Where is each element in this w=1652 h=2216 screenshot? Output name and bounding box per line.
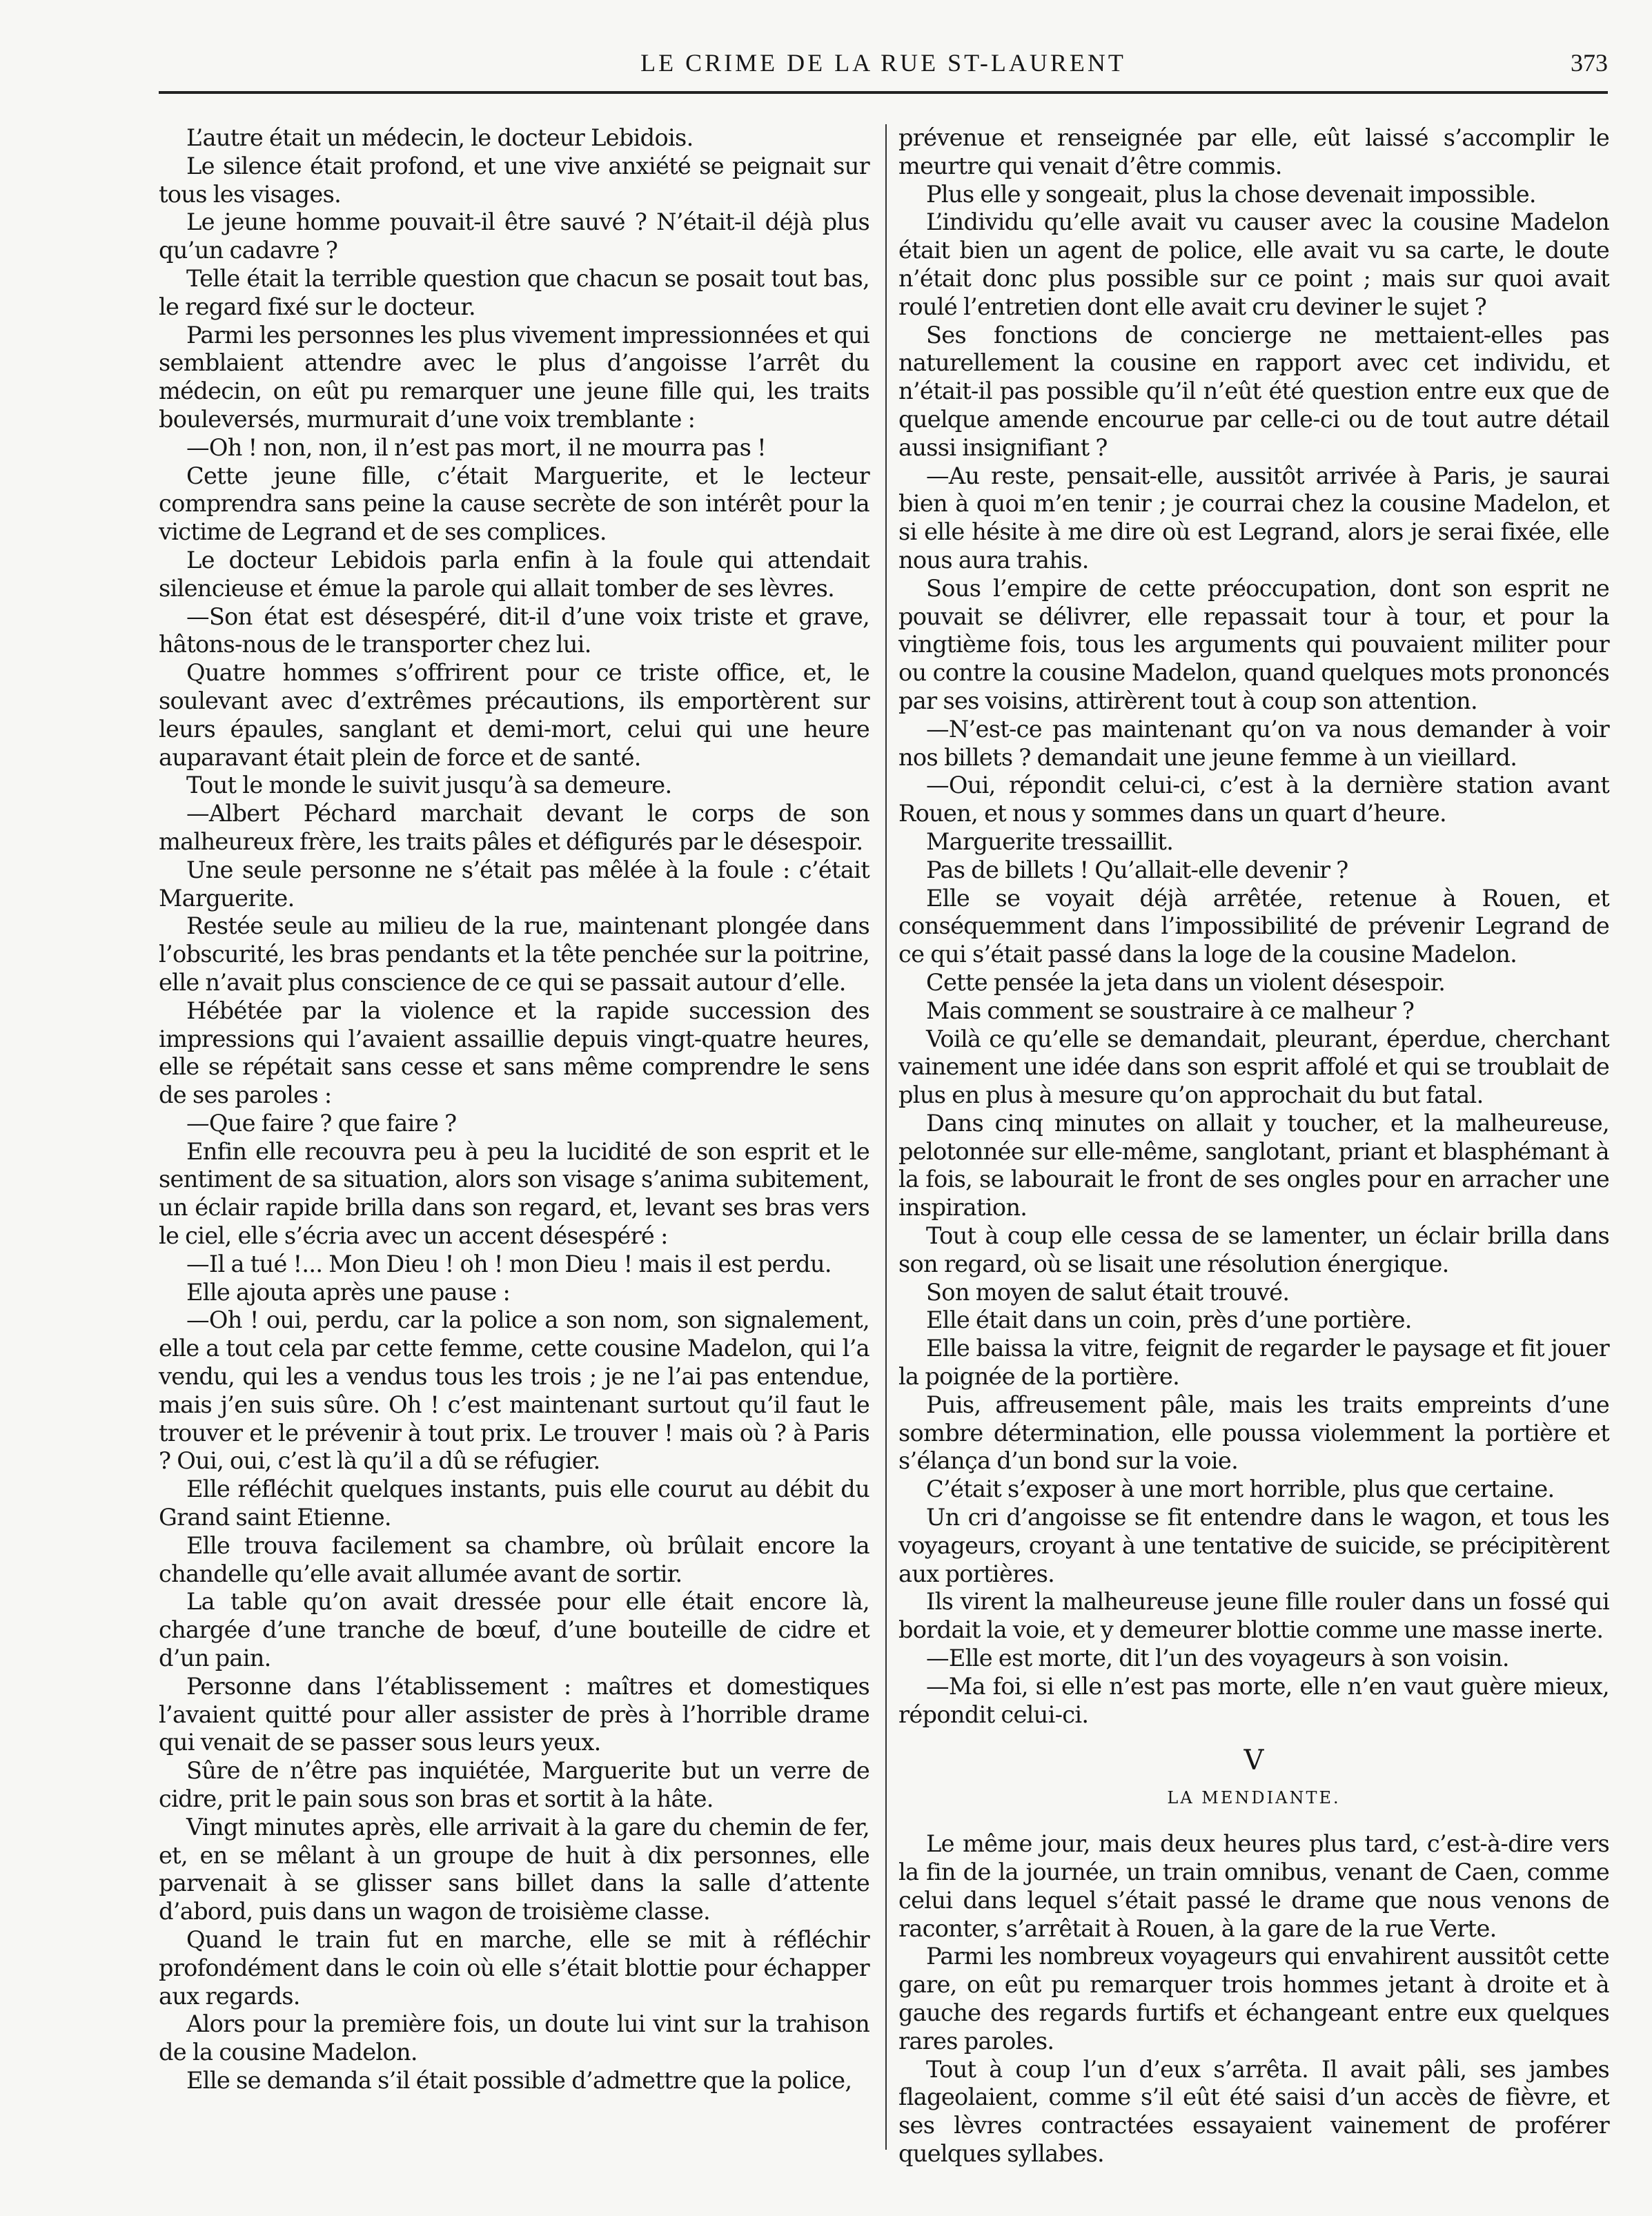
paragraph: Elle se demanda s’il était possible d’admettre que la police, bbox=[186, 2066, 852, 2094]
paragraph: —Oh ! oui, perdu, car la police a son nom, son signalement, elle a tout cela par cette femme, cette cousine Madelon, qui l’a vendu, qui les a vendus tous les trois ; je ne l’ai pas entendue, mais j’en suis sûre. Oh ! c’est maintenant surtout qu’il faut le trouver et le prévenir à tout prix. Le trouver ! mais où ? à Paris ? Oui, oui, c’est là qu’il a dû se réfugier. bbox=[159, 1306, 869, 1475]
paragraph: Quatre hommes s’offrirent pour ce triste office, et, le soulevant avec d’extrêmes précautions, ils emportèrent sur leurs épaules, sanglant et demi-mort, celui qui une heure auparavant était plein de force et de santé. bbox=[159, 659, 869, 771]
paragraph: Mais comment se soustraire à ce malheur ? bbox=[926, 997, 1415, 1024]
paragraph: Cette jeune fille, c’était Marguerite, et le lecteur comprendra sans peine la cause secrète de son intérêt pour la victime de Legrand et de ses complices. bbox=[159, 462, 869, 546]
paragraph: Le silence était profond, et une vive anxiété se peignait sur tous les visages. bbox=[159, 152, 869, 208]
paragraph: Elle était dans un coin, près d’une portière. bbox=[926, 1306, 1412, 1334]
paragraph: Un cri d’angoisse se fit entendre dans le wagon, et tous les voyageurs, croyant à une tentative de suicide, se précipitèrent aux portières. bbox=[898, 1504, 1609, 1587]
paragraph: Alors pour la première fois, un doute lui vint sur la trahison de la cousine Madelon. bbox=[159, 2010, 869, 2066]
paragraph: C’était s’exposer à une mort horrible, plus que certaine. bbox=[926, 1475, 1555, 1503]
paragraph: Hébétée par la violence et la rapide succession des impressions qui l’avaient assaillie depuis vingt-quatre heures, elle se répétait sans cesse et sans même comprendre le sens de ses paroles : bbox=[159, 997, 869, 1109]
paragraph: —Elle est morte, dit l’un des voyageurs à son voisin. bbox=[926, 1645, 1509, 1672]
chapter-number: V bbox=[1243, 1745, 1264, 1777]
paragraph: Tout à coup elle cessa de se lamenter, un éclair brilla dans son regard, où se lisait une résolution énergique. bbox=[898, 1222, 1609, 1277]
paragraph: Parmi les nombreux voyageurs qui envahirent aussitôt cette gare, on eût pu remarquer trois hommes jetant à droite et à gauche des regards furtifs et échangeant entre eux quelques rares paroles. bbox=[898, 1943, 1609, 2055]
paragraph: L’autre était un médecin, le docteur Lebidois. bbox=[186, 124, 694, 151]
paragraph: —Au reste, pensait-elle, aussitôt arrivée à Paris, je saurai bien à quoi m’en tenir ; je courrai chez la cousine Madelon, et si elle hésite à me dire où est Legrand, alors je serai fixée, elle nous aura trahis. bbox=[898, 462, 1609, 573]
paragraph: prévenue et renseignée par elle, eût laissé s’accomplir le meurtre qui venait d’être commis. bbox=[898, 124, 1609, 179]
right-column-text-before bbox=[898, 124, 1609, 1729]
paragraph: Tout à coup l’un d’eux s’arrêta. Il avait pâli, ses jambes flageolaient, comme s’il eût été saisi d’un accès de fièvre, et ses lèvres contractées essayaient vainement de proférer quelques syllabes. bbox=[898, 2055, 1609, 2167]
paragraph: Dans cinq minutes on allait y toucher, et la malheureuse, pelotonnée sur elle-même, sanglotant, priant et blasphémant à la fois, se labourait le front de ses ongles pour en arracher une inspiration. bbox=[898, 1109, 1609, 1222]
paragraph: Telle était la terrible question que chacun se posait tout bas, le regard fixé sur le docteur. bbox=[159, 264, 869, 320]
paragraph: Le docteur Lebidois parla enfin à la foule qui attendait silencieuse et émue la parole qui allait tomber de ses lèvres. bbox=[159, 546, 869, 602]
paragraph: Ses fonctions de concierge ne mettaient-elles pas naturellement la cousine en rapport avec cet individu, et n’était-il pas possible qu’il n’eût été question entre eux que de quelque amende encourue par celle-ci ou de tout autre détail aussi insignifiant ? bbox=[898, 321, 1609, 461]
paragraph: Elle réfléchit quelques instants, puis elle courut au débit du Grand saint Etienne. bbox=[159, 1475, 869, 1531]
right-column-text-after bbox=[898, 1830, 1609, 2168]
paragraph: Elle se voyait déjà arrêtée, retenue à Rouen, et conséquemment dans l’impossibilité de prévenir Legrand de ce qui s’était passé dans la loge de la cousine Madelon. bbox=[898, 884, 1609, 968]
column-divider bbox=[885, 124, 887, 2150]
paragraph: —Oh ! non, non, il n’est pas mort, il ne mourra pas ! bbox=[186, 433, 766, 461]
paragraph: Cette pensée la jeta dans un violent désespoir. bbox=[926, 968, 1446, 996]
chapter-title: LA MENDIANTE. bbox=[1167, 1788, 1341, 1808]
paragraph: Plus elle y songeait, plus la chose devenait impossible. bbox=[926, 180, 1536, 208]
running-title: LE CRIME DE LA RUE ST-LAURENT bbox=[640, 49, 1126, 77]
page-number: 373 bbox=[1571, 49, 1608, 77]
paragraph: Parmi les personnes les plus vivement impressionnées et qui semblaient attendre avec le plus d’angoisse l’arrêt du médecin, on eût pu remarquer une jeune fille qui, les traits bouleversés, murmurait d’une voix tremblante : bbox=[159, 321, 869, 433]
paragraph: Une seule personne ne s’était pas mêlée à la foule : c’était Marguerite. bbox=[159, 856, 869, 912]
paragraph: Sous l’empire de cette préoccupation, dont son esprit ne pouvait se délivrer, elle repassait tour à tour, et pour la vingtième fois, tous les arguments qui pouvaient militer pour ou contre la cousine Madelon, quand quelques mots prononcés par ses voisins, attirèrent tout à coup son attention. bbox=[898, 574, 1609, 714]
paragraph: Personne dans l’établissement : maîtres et domestiques l’avaient quitté pour aller assister de près à l’horrible drame qui venait de se passer sous leurs yeux. bbox=[159, 1672, 869, 1756]
paragraph: —N’est-ce pas maintenant qu’on va nous demander à voir nos billets ? demandait une jeune femme à un vieillard. bbox=[898, 715, 1609, 771]
paragraph: La table qu’on avait dressée pour elle était encore là, chargée d’une tranche de bœuf, d’une bouteille de cidre et d’un pain. bbox=[159, 1588, 869, 1672]
paragraph: —Oui, répondit celui-ci, c’est à la dernière station avant Rouen, et nous y sommes dans un quart d’heure. bbox=[898, 772, 1609, 827]
paragraph: Puis, affreusement pâle, mais les traits empreints d’une sombre détermination, elle poussa violemment la portière et s’élança d’un bond sur la voie. bbox=[898, 1391, 1609, 1475]
paragraph: Vingt minutes après, elle arrivait à la gare du chemin de fer, et, en se mêlant à un groupe de huit à dix personnes, elle parvenait à se glisser sans billet dans la salle d’attente d’abord, puis dans un wagon de troisième classe. bbox=[159, 1813, 869, 1925]
paragraph: Elle trouva facilement sa chambre, où brûlait encore la chandelle qu’elle avait allumée avant de sortir. bbox=[159, 1531, 869, 1587]
paragraph: Marguerite tressaillit. bbox=[926, 827, 1174, 855]
paragraph: Elle baissa la vitre, feignit de regarder le paysage et fit jouer la poignée de la portière. bbox=[898, 1335, 1609, 1391]
paragraph: Voilà ce qu’elle se demandait, pleurant, éperdue, cherchant vainement une idée dans son esprit affolé et qui se troublait de plus en plus à mesure qu’on approchait du but fatal. bbox=[898, 1025, 1609, 1109]
paragraph: Sûre de n’être pas inquiétée, Marguerite but un verre de cidre, prit le pain sous son bras et sortit à la hâte. bbox=[159, 1757, 869, 1813]
paragraph: Le même jour, mais deux heures plus tard, c’est-à-dire vers la fin de la journée, un train omnibus, venant de Caen, comme celui dans lequel s’était passé le drame que nous venons de raconter, s’arrêtait à Rouen, à la gare de la rue Verte. bbox=[898, 1830, 1609, 1942]
paragraph: —Albert Péchard marchait devant le corps de son malheureux frère, les traits pâles et défigurés par le désespoir. bbox=[159, 800, 869, 855]
paragraph: Ils virent la malheureuse jeune fille rouler dans un fossé qui bordait la voie, et y demeurer blottie comme une masse inerte. bbox=[898, 1588, 1609, 1644]
paragraph: Quand le train fut en marche, elle se mit à réfléchir profondément dans le coin où elle s’était blottie pour échapper aux regards. bbox=[159, 1926, 869, 2010]
paragraph: Pas de billets ! Qu’allait-elle devenir ? bbox=[926, 856, 1348, 883]
paragraph: Son moyen de salut était trouvé. bbox=[926, 1278, 1290, 1306]
paragraph: Le jeune homme pouvait-il être sauvé ? N’était-il déjà plus qu’un cadavre ? bbox=[159, 208, 869, 264]
right-column bbox=[898, 124, 1609, 2167]
paragraph: —Son état est désespéré, dit-il d’une voix triste et grave, hâtons-nous de le transporter chez lui. bbox=[159, 602, 869, 658]
paragraph: Elle ajouta après une pause : bbox=[186, 1278, 511, 1306]
paragraph: —Il a tué !... Mon Dieu ! oh ! mon Dieu ! mais il est perdu. bbox=[186, 1250, 832, 1277]
paragraph: Tout le monde le suivit jusqu’à sa demeure. bbox=[186, 772, 672, 799]
header-rule bbox=[159, 91, 1608, 94]
left-column bbox=[159, 124, 869, 2153]
paragraph: —Ma foi, si elle n’est pas morte, elle n’en vaut guère mieux, répondit celui-ci. bbox=[898, 1672, 1609, 1728]
paragraph: —Que faire ? que faire ? bbox=[186, 1109, 457, 1137]
paragraph: Enfin elle recouvra peu à peu la lucidité de son esprit et le sentiment de sa situation, alors son visage s’anima subitement, un éclair rapide brilla dans son regard, et, levant ses bras vers le ciel, elle s’écria avec un accent désespéré : bbox=[159, 1137, 869, 1250]
page-header bbox=[159, 43, 1608, 91]
paragraph: Restée seule au milieu de la rue, maintenant plongée dans l’obscurité, les bras pendants et la tête penchée sur la poitrine, elle n’avait plus conscience de ce qui se passait autour d’elle. bbox=[159, 912, 869, 996]
paragraph: L’individu qu’elle avait vu causer avec la cousine Madelon était bien un agent de police, elle avait vu sa carte, le doute n’était donc plus possible sur ce point ; mais sur quoi avait roulé l’entretien dont elle avait cru deviner le sujet ? bbox=[898, 208, 1609, 320]
